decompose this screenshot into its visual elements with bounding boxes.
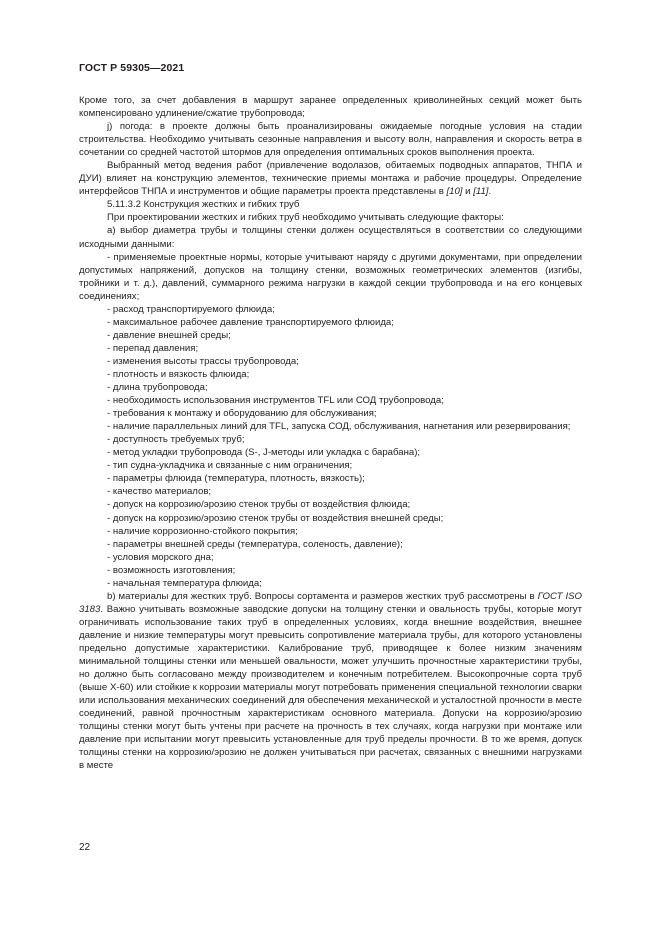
paragraph-text: и: [462, 186, 474, 198]
paragraph: j) погода: в проекте должны быть проанализированы ожидаемые погодные условия на стадии строительства. Необходимо учитывать сезонные направления и высоту волн, направления и скорость ветра в сочетании со средней частотой штормов для определения оптимальных сроков выполнения проекта.: [79, 121, 582, 159]
paragraph: - наличие параллельных линий для TFL, запуска СОД, обслуживания, нагнетания или резервирования;: [107, 421, 571, 433]
paragraph-text: . Важно учитывать возможные заводские допуски на толщину стенки и овальность трубы, которые могут ограничивать использование таких труб в определенных условиях, когда внешние воздействия, внешнее давление и низкие температуры могут превысить сопротивление материала трубы, для которого установлены предельно допустимые характеристики. Калибрование труб, приводящее к более низким значениям минимальной толщины стенки или меньшей овальности, может улучшить прочностные характеристики трубы, но должно быть согласовано между производителем и конечным потребителем. Высокопрочные сорта труб (выше X-60) или стойкие к коррозии материалы могут потребовать применения специальной технологии сварки или использования механических соединений для обеспечения механической и усталостной прочности в месте соединений, равной прочностным характеристикам основного материала. Допуски на коррозию/эрозию толщины стенки могут быть учтены при расчете на прочность в тех случаях, когда нагрузки при монтаже или давление при испытании могут превысить установленные для труб пределы прочности. В то же время, допуск толщины стенки на коррозию/эрозию не должен учитываться при расчетах, связанных с внешними нагрузками в месте: [79, 603, 582, 772]
paragraph: - перепад давления;: [107, 342, 199, 354]
document-body: [79, 94, 582, 772]
paragraph: - необходимость использования инструментов TFL или СОД трубопровода;: [107, 395, 444, 407]
paragraph: - требования к монтажу и оборудованию для обслуживания;: [107, 408, 377, 420]
paragraph-text: Выбранный метод ведения работ (привлечение водолазов, обитаемых подводных аппаратов, ТНПА и ДУИ) влияет на конструкцию элементов, технические приемы монтажа и рабочие процедуры. Определение интерфейсов ТНПА и инструментов и общие параметры проекта представлены в: [79, 160, 582, 198]
paragraph-text: b) материалы для жестких труб. Вопросы сортамента и размеров жестких труб рассмотрены в: [107, 590, 538, 602]
paragraph: - расход транспортируемого флюида;: [107, 303, 275, 315]
paragraph: - допуск на коррозию/эрозию стенок трубы от воздействия флюида;: [107, 499, 411, 511]
paragraph: - максимальное рабочее давление транспортируемого флюида;: [107, 316, 394, 328]
paragraph: - начальная температура флюида;: [107, 577, 262, 589]
paragraph: - метод укладки трубопровода (S-, J-методы или укладка с барабана);: [107, 447, 421, 459]
paragraph: 5.11.3.2 Конструкция жестких и гибких труб: [107, 199, 300, 211]
paragraph: - длина трубопровода;: [107, 382, 208, 394]
paragraph: - изменения высоты трассы трубопровода;: [107, 355, 299, 367]
paragraph: - доступность требуемых труб;: [107, 434, 245, 446]
paragraph: - возможность изготовления;: [107, 564, 236, 576]
paragraph: - допуск на коррозию/эрозию стенок трубы от воздействия внешней среды;: [107, 512, 444, 524]
document-header: ГОСТ Р 59305—2021: [79, 62, 185, 74]
paragraph: - условия морского дна;: [107, 551, 214, 563]
paragraph: [79, 159, 582, 198]
paragraph: При проектировании жестких и гибких труб необходимо учитывать следующие факторы:: [107, 212, 504, 224]
reference-text: [10]: [446, 186, 463, 198]
paragraph: - параметры флюида (температура, плотность, вязкость);: [107, 473, 365, 485]
paragraph-text: .: [488, 186, 492, 198]
paragraph: - плотность и вязкость флюида;: [107, 368, 250, 380]
paragraph: - наличие коррозионно-стойкого покрытия;: [107, 525, 298, 537]
paragraph: - качество материалов;: [107, 486, 212, 498]
paragraph: - тип судна-укладчика и связанные с ним ограничения;: [107, 460, 353, 472]
reference-text: ГОСТ ISO 3183: [79, 590, 583, 615]
paragraph: - параметры внешней среды (температура, соленость, давление);: [107, 538, 403, 550]
paragraph: - применяемые проектные нормы, которые учитывают наряду с другими документами, при определении допустимых напряжений, допусков на толщину стенки, возможных геометрических элементов (изгибы, тройники и т. д.), давлений, суммарного режима нагрузки в каждой секции трубопровода и на его концевых соединениях;: [79, 251, 582, 302]
paragraph: Кроме того, за счет добавления в маршрут заранее определенных криволинейных секций может быть компенсировано удлинение/сжатие трубопровода;: [79, 95, 582, 120]
reference-text: [11]: [473, 186, 489, 198]
paragraph: а) выбор диаметра трубы и толщины стенки должен осуществляться в соответствии со следующими исходными данными:: [79, 225, 582, 250]
paragraph: - давление внешней среды;: [107, 329, 231, 341]
paragraph: [79, 590, 582, 773]
page-number: 22: [79, 842, 91, 853]
